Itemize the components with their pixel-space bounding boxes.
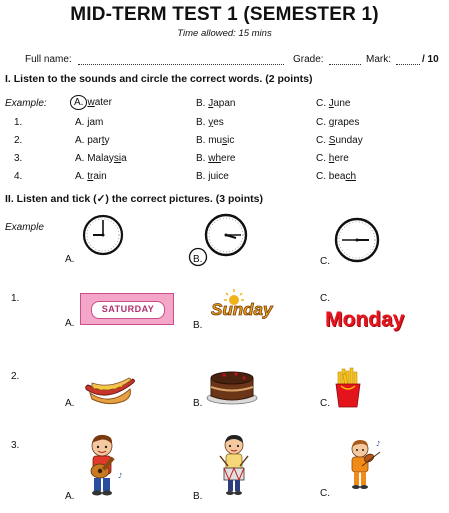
option-b-label[interactable]: B. — [193, 398, 203, 409]
monday-word[interactable]: Monday — [325, 308, 405, 331]
svg-text:♪: ♪ — [376, 440, 381, 448]
example-label: Example: — [5, 98, 47, 109]
option-a[interactable]: A. Malaysia — [75, 153, 127, 164]
svg-text:♪: ♪ — [118, 472, 123, 480]
option-c[interactable]: C. Sunday — [316, 135, 363, 146]
option-c-label[interactable]: C. — [320, 293, 330, 304]
mark-field[interactable] — [396, 55, 420, 65]
question-number: 1. — [11, 293, 20, 304]
chocolate-cake-icon[interactable] — [206, 364, 258, 406]
grade-label: Grade: — [293, 54, 324, 65]
question-number: 3. — [11, 440, 20, 451]
clock-nine-oclock-icon[interactable] — [82, 214, 124, 256]
option-c-label[interactable]: C. — [320, 398, 330, 409]
tick-icon: ✓ — [96, 193, 106, 205]
full-name-field[interactable] — [78, 55, 284, 65]
grade-field[interactable] — [329, 55, 361, 65]
boy-guitar-icon[interactable] — [82, 434, 130, 498]
option-b-example[interactable]: B. Japan — [196, 98, 236, 109]
option-a[interactable]: A. party — [75, 135, 110, 146]
question-number: 2. — [14, 135, 23, 146]
option-a-label[interactable]: A. — [65, 398, 75, 409]
option-a-label[interactable]: A. — [65, 318, 75, 329]
question-number: 1. — [14, 117, 23, 128]
clock-quarter-past-three-icon[interactable] — [204, 213, 248, 257]
option-a-label[interactable]: A. — [65, 491, 75, 502]
sunday-sign[interactable]: Sunday — [211, 300, 273, 319]
option-b-label[interactable]: B. — [193, 254, 203, 265]
saturday-sign[interactable] — [80, 293, 174, 325]
question-number: 4. — [14, 171, 23, 182]
option-b[interactable]: B. juice — [196, 171, 229, 182]
part2-heading: II. Listen and tick (✓) the correct pictures. (3 points) — [5, 193, 263, 205]
option-c-label[interactable]: C. — [320, 488, 330, 499]
option-b-label[interactable]: B. — [193, 320, 203, 331]
option-b[interactable]: B. music — [196, 135, 235, 146]
question-number: 3. — [14, 153, 23, 164]
page-title: MID-TERM TEST 1 (SEMESTER 1) — [70, 4, 379, 25]
option-c[interactable]: C. beach — [316, 171, 357, 182]
option-b[interactable]: B. yes — [196, 117, 224, 128]
answer-circle: A. — [70, 95, 87, 110]
french-fries-icon[interactable] — [333, 368, 363, 408]
option-b[interactable]: B. where — [196, 153, 236, 164]
option-a[interactable]: A. train — [75, 171, 107, 182]
option-a-label[interactable]: A. — [65, 254, 75, 265]
mark-label: Mark: — [366, 54, 391, 65]
question-number: 2. — [11, 371, 20, 382]
time-allowed: Time allowed: 15 mins — [177, 28, 272, 39]
saturday-label: SATURDAY — [91, 301, 165, 319]
boy-violin-icon[interactable] — [344, 438, 384, 494]
part1-heading: I. Listen to the sounds and circle the correct words. (2 points) — [5, 73, 313, 85]
option-c[interactable]: C. here — [316, 153, 349, 164]
boy-drum-icon[interactable] — [216, 434, 252, 496]
clock-quarter-to-three-icon[interactable] — [334, 217, 380, 263]
full-name-label: Full name: — [25, 54, 72, 65]
option-a[interactable]: A. jam — [75, 117, 104, 128]
option-c[interactable]: C. grapes — [316, 117, 360, 128]
option-c-label[interactable]: C. — [320, 256, 330, 267]
mark-total: / 10 — [422, 54, 439, 65]
option-a-example[interactable]: A. water — [70, 95, 112, 110]
hot-dog-icon[interactable] — [84, 373, 136, 405]
example-label: Example — [5, 222, 44, 233]
option-b-label[interactable]: B. — [193, 491, 203, 502]
option-c-example[interactable]: C. June — [316, 98, 351, 109]
